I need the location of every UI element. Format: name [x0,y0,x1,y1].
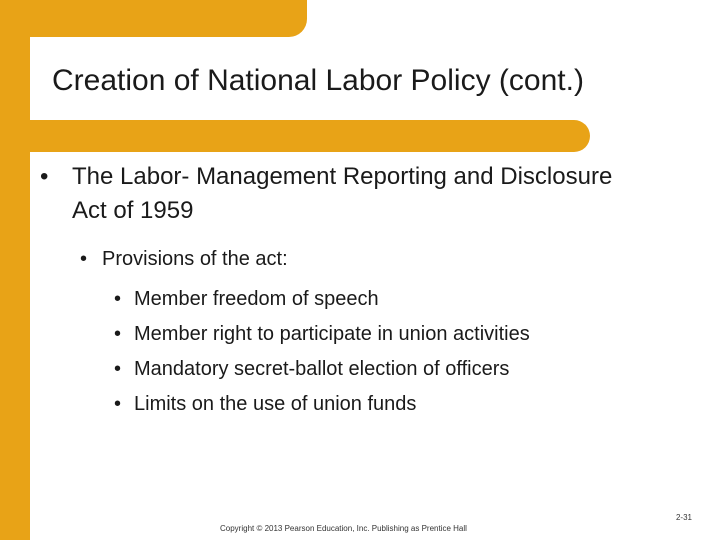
list-item-text: Member right to participate in union activities [134,323,530,345]
accent-frame-top [0,0,307,37]
provisions-list [114,282,530,422]
list-item [114,352,530,387]
main-bullet [40,160,620,228]
list-item [114,282,530,317]
list-item [114,387,530,422]
page-number: 2-31 [675,513,692,522]
bullet-icon: • [114,393,122,415]
slide-title: Creation of National Labor Policy (cont.) [52,64,584,97]
bullet-icon: • [114,323,122,345]
bullet-icon: • [114,358,122,380]
bullet-icon: • [40,163,49,190]
bullet-icon: • [80,248,88,270]
accent-band [0,120,590,152]
list-item [114,317,530,352]
copyright-footer: Copyright © 2013 Pearson Education, Inc. Publishing as Prentice Hall [220,524,467,533]
sub-bullet [80,244,288,274]
list-item-text: Limits on the use of union funds [134,393,417,415]
sub-bullet-text: Provisions of the act: [102,248,288,270]
list-item-text: Member freedom of speech [134,288,379,310]
main-bullet-text: The Labor- Management Reporting and Disclosure Act of 1959 [72,163,613,224]
bullet-icon: • [114,288,122,310]
list-item-text: Mandatory secret-ballot election of officers [134,358,510,380]
accent-frame-left [0,0,30,540]
